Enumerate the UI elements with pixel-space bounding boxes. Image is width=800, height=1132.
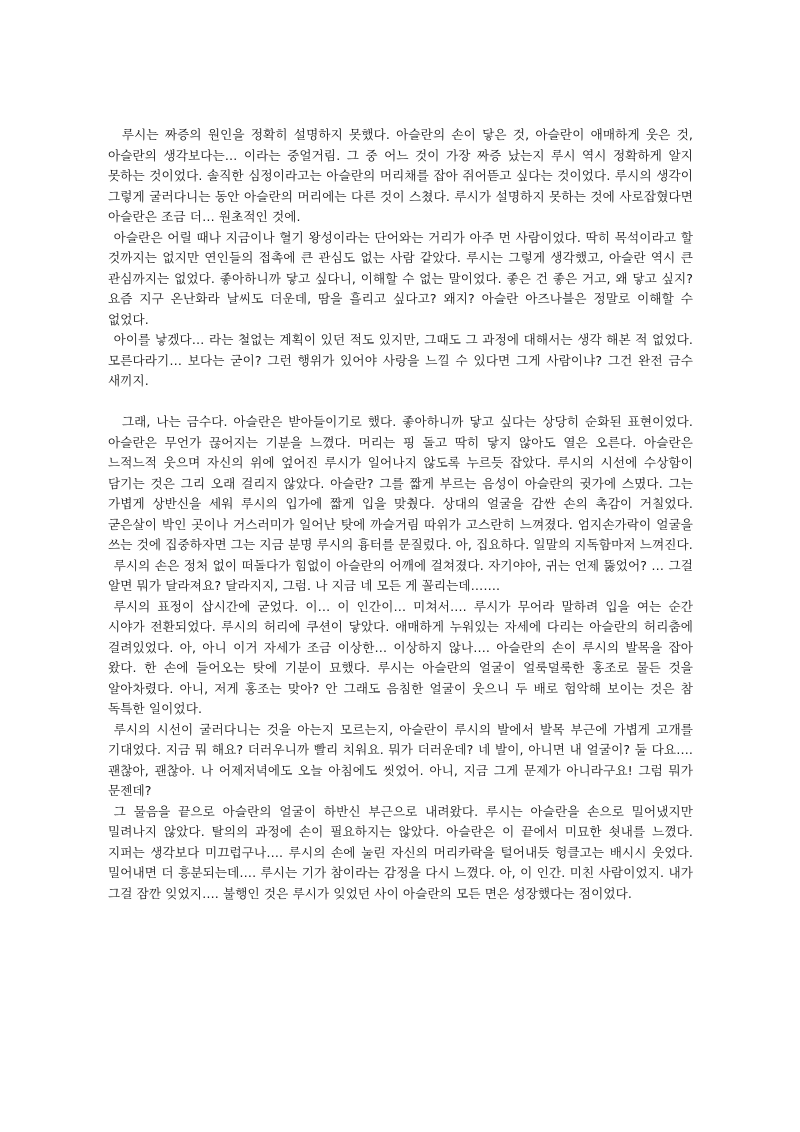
paragraph-7: 루시의 시선이 굴러다니는 것을 아는지 모르는지, 아슬란이 루시의 발에서 발목 부근에 가볍게 고개를 기대었다. 지금 뭐 해요? 더러우니까 빨리 치워요. 뭐가 더러운데? 네 발이, 아니면 내 얼굴이? 둘 다요…. 괜찮아, 괜찮아. 나 어제저녁에도 오늘 아침에도 씻었어. 아니, 지금 그게 문제가 아니라구요! 그럼 뭐가 문젠데? <box>108 721 693 798</box>
paragraph-2: 아슬란은 어릴 때나 지금이나 혈기 왕성이라는 단어와는 거리가 아주 먼 사람이었다. 딱히 목석이라고 할 것까지는 없지만 연인들의 접촉에 큰 관심도 없는 사람 같았다. 루시는 그렇게 생각했고, 아슬란 역시 큰 관심까지는 없었다. 좋아하니까 닿고 싶다니, 이해할 수 없는 말이었다. 좋은 건 좋은 거고, 왜 닿고 싶지? 요즘 지구 온난화라 날씨도 더운데, 땀을 흘리고 싶다고? 왜지? 아슬란 아즈나블은 정말로 이해할 수 없었다. <box>108 229 693 327</box>
paragraph-6: 루시의 표정이 삽시간에 굳었다. 이… 이 인간이… 미쳐서…. 루시가 무어라 말하려 입을 여는 순간 시야가 전환되었다. 루시의 허리에 쿠션이 닿았다. 애매하게 누워있는 자세에 다리는 아슬란의 허리춤에 걸려있었다. 아, 아니 이거 자세가 조금 이상한… 이상하지 않나…. 아슬란의 손이 루시의 발목을 잡아 왔다. 한 손에 들어오는 탓에 기분이 묘했다. 루시는 아슬란의 얼굴이 얼룩덜룩한 홍조로 물든 것을 알아차렸다. 아니, 저게 홍조는 맞아? 안 그래도 음침한 얼굴이 웃으니 두 배로 험악해 보이는 것은 참 독특한 일이었다. <box>108 598 693 716</box>
body-text <box>108 125 693 904</box>
paragraph-gap <box>108 392 693 413</box>
paragraph-4: 그래, 나는 금수다. 아슬란은 받아들이기로 했다. 좋아하니까 닿고 싶다는 상당히 순화된 표현이었다. 아슬란은 무언가 끊어지는 기분을 느꼈다. 머리는 핑 돌고 딱히 닿지 않아도 열은 오른다. 아슬란은 느적느적 웃으며 자신의 위에 엎어진 루시가 일어나지 않도록 누르듯 잡았다. 루시의 시선에 수상함이 담기는 것은 그리 오래 걸리지 않았다. 아슬란? 그를 짧게 부르는 음성이 아슬란의 귓가에 스몄다. 그는 가볍게 상반신을 세워 루시의 입가에 짧게 입을 맞췄다. 상대의 얼굴을 감싼 손의 촉감이 거칠었다. 굳은살이 박인 곳이나 거스러미가 일어난 탓에 까슬거림 따위가 고스란히 느껴졌다. 엄지손가락이 얼굴을 쓰는 것에 집중하자면 그는 지금 분명 루시의 흉터를 문질렀다. 아, 집요하다. 일말의 지독함마저 느껴진다. <box>108 414 693 552</box>
paragraph-8: 그 물음을 끝으로 아슬란의 얼굴이 하반신 부근으로 내려왔다. 루시는 아슬란을 손으로 밀어냈지만 밀려나지 않았다. 탈의의 과정에 손이 필요하지는 않았다. 아슬란은 이 끝에서 미묘한 쇳내를 느꼈다. 지퍼는 생각보다 미끄럽구나…. 루시의 손에 눌린 자신의 머리카락을 털어내듯 헝클고는 배시시 웃었다. 밀어내면 더 흥분되는데…. 루시는 기가 참이라는 감정을 다시 느꼈다. 아, 이 인간. 미친 사람이었지. 내가 그걸 잠깐 잊었지…. 불행인 것은 루시가 잊었던 사이 아슬란의 모든 면은 성장했다는 점이었다. <box>108 803 693 901</box>
paragraph-1: 루시는 짜증의 원인을 정확히 설명하지 못했다. 아슬란의 손이 닿은 것, 아슬란이 애매하게 웃은 것, 아슬란의 생각보다는… 이라는 중얼거림. 그 중 어느 것이 가장 짜증 났는지 루시 역시 정확하게 알지 못하는 것이었다. 솔직한 심정이라고는 아슬란의 머리채를 잡아 쥐어뜯고 싶다는 것이었다. 루시의 생각이 그렇게 굴러다니는 동안 아슬란의 머리에는 다른 것이 스쳤다. 루시가 설명하지 못하는 것에 사로잡혔다면 아슬란은 조금 더… 원초적인 것에. <box>108 127 693 224</box>
paragraph-3: 아이를 낳겠다… 라는 철없는 계획이 있던 적도 있지만, 그때도 그 과정에 대해서는 생각 해본 적 없었다. 모른다라기… 보다는 굳이? 그런 행위가 있어야 사랑을 느낄 수 있다면 그게 사람이냐? 그건 완전 금수 새끼지. <box>108 332 693 388</box>
paragraph-5: 루시의 손은 정처 없이 떠돌다가 힘없이 아슬란의 어깨에 걸쳐졌다. 자기야아, 귀는 언제 뚫었어? … 그걸 알면 뭐가 달라져요? 달라지지, 그럼. 나 지금 네 모든 게 꼴리는데……. <box>108 557 693 593</box>
